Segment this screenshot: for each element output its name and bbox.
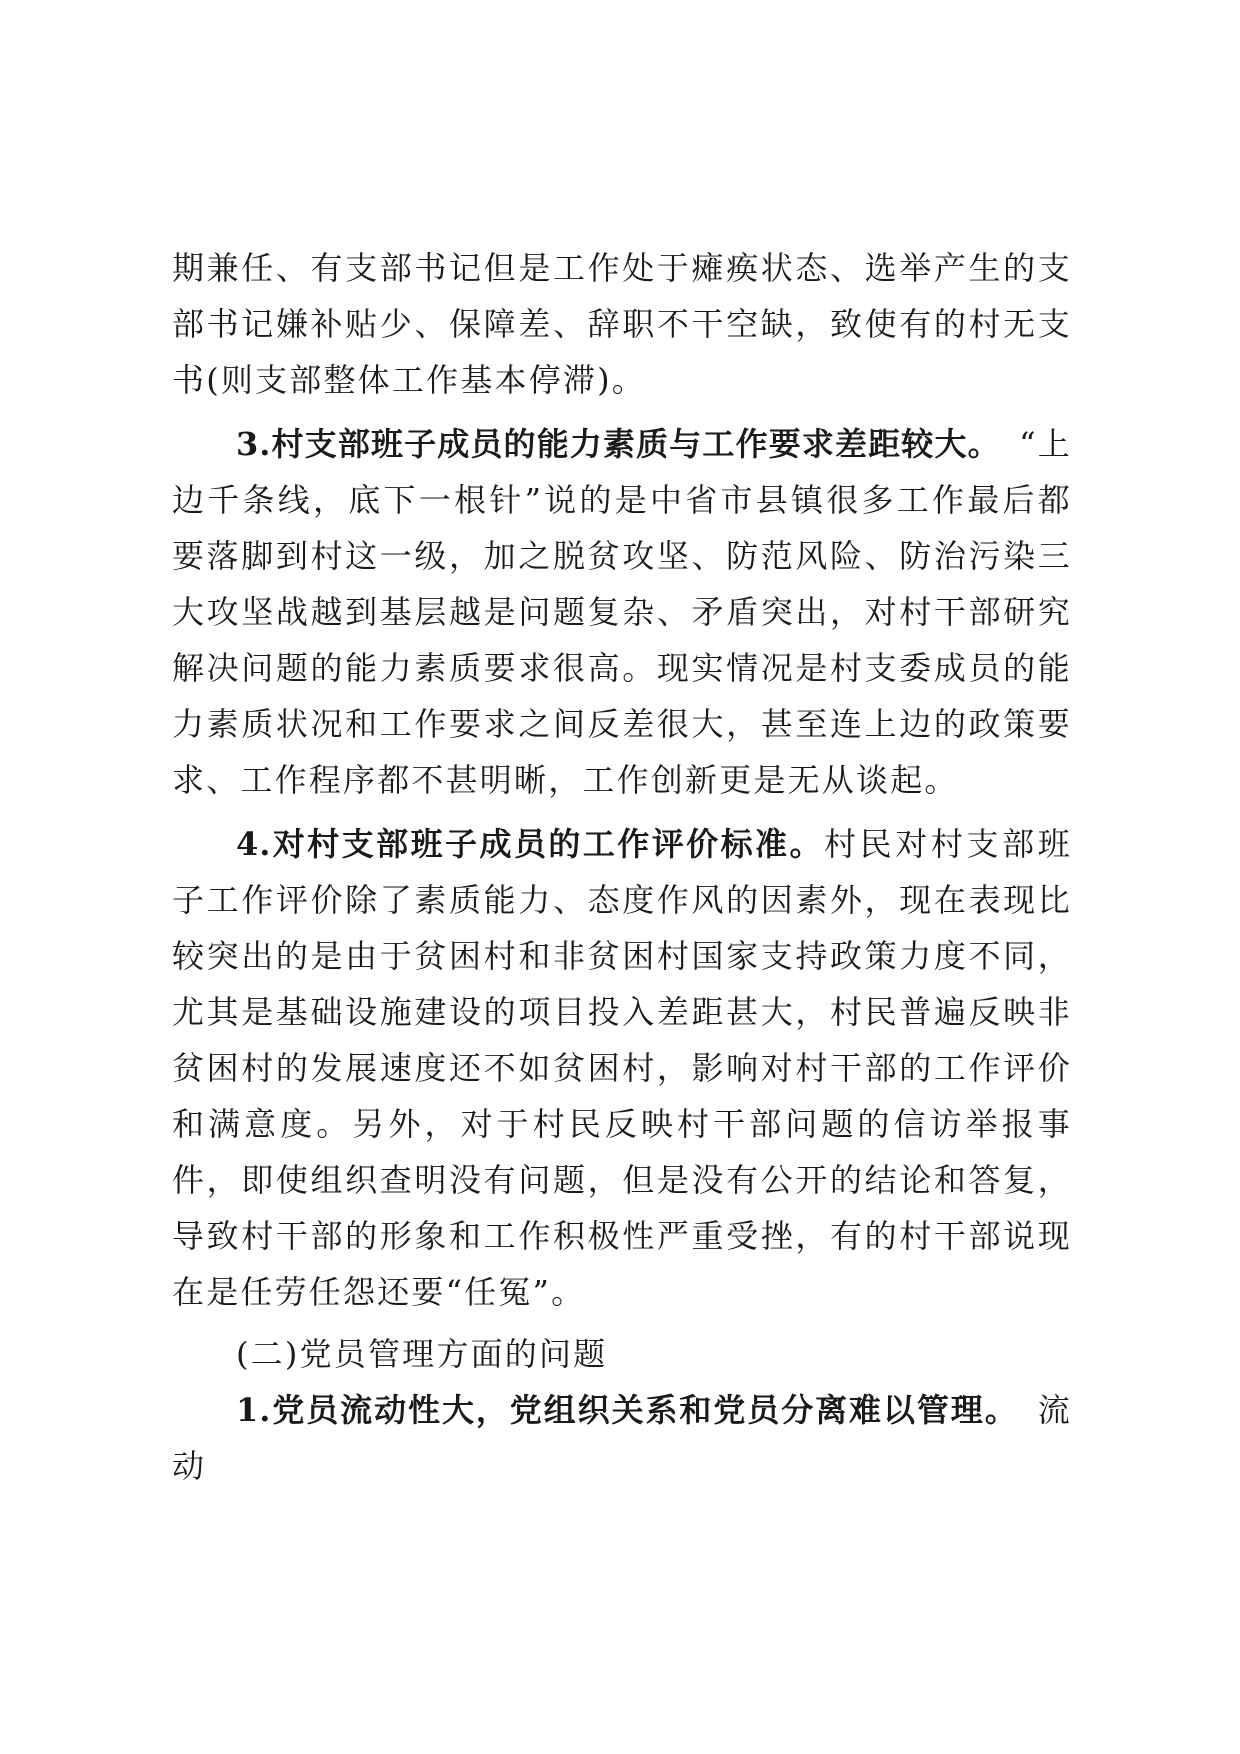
paragraph-item-1 bbox=[172, 1382, 1072, 1494]
paragraph-text: 期兼任、有支部书记但是工作处于瘫痪状态、选举产生的支部书记嫌补贴少、保障差、辞职不干空缺，致使有的村无支书(则支部整体工作基本停滞)。 bbox=[172, 249, 1072, 399]
section-heading: (二)党员管理方面的问题 bbox=[236, 1335, 608, 1373]
paragraph-text: “上边千条线，底下一根针”说的是中省市县镇很多工作最后都要落脚到村这一级，加之脱贫攻坚、防范风险、防治污染三大攻坚战越到基层越是问题复杂、矛盾突出，对村干部研究解决问题的能力素质要求很高。现实情况是村支委成员的能力素质状况和工作要求之间反差很大，甚至连上边的政策要求、工作程序都不甚明晰，工作创新更是无从谈起。 bbox=[172, 425, 1072, 799]
paragraph-heading: 3.村支部班子成员的能力素质与工作要求差距较大。 bbox=[236, 425, 985, 463]
paragraph-text: 村民对村支部班子工作评价除了素质能力、态度作风的因素外，现在表现比较突出的是由于贫困村和非贫困村国家支持政策力度不同，尤其是基础设施建设的项目投入差距甚大，村民普遍反映非贫困村的发展速度还不如贫困村，影响对村干部的工作评价和满意度。另外，对于村民反映村干部问题的信访举报事件，即使组织查明没有问题，但是没有公开的结论和答复，导致村干部的形象和工作积极性严重受挫，有的村干部说现在是任劳任怨还要“任冤”。 bbox=[172, 825, 1072, 1311]
document-body bbox=[172, 240, 1072, 1494]
paragraph-item-4 bbox=[172, 816, 1072, 1320]
paragraph-item-3 bbox=[172, 416, 1072, 808]
paragraph-heading: 1.党员流动性大，党组织关系和党员分离难以管理。 bbox=[236, 1391, 1003, 1429]
paragraph-continuation bbox=[172, 240, 1072, 408]
paragraph-heading: 4.对村支部班子成员的工作评价标准。 bbox=[236, 825, 824, 863]
paragraph-text: 流动 bbox=[172, 1391, 1072, 1485]
